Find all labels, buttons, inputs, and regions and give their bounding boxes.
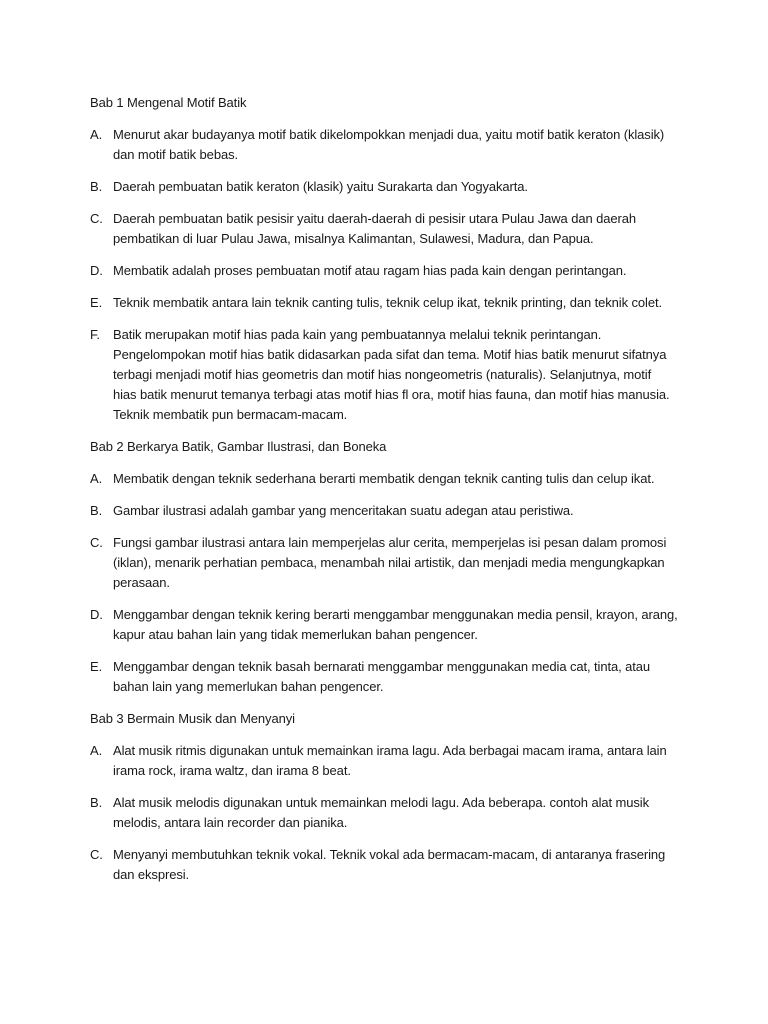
list-item: [90, 125, 690, 165]
chapter-1: [90, 93, 690, 425]
chapter-item-list: [90, 125, 690, 425]
item-letter: E.: [90, 295, 103, 310]
chapter-title: Bab 2 Berkarya Batik, Gambar Ilustrasi, dan Boneka: [90, 439, 387, 454]
item-letter: C.: [90, 847, 103, 862]
item-text: Gambar ilustrasi adalah gambar yang menceritakan suatu adegan atau peristiwa.: [113, 503, 574, 518]
item-text: Teknik membatik antara lain teknik canting tulis, teknik celup ikat, teknik printing, dan teknik colet.: [113, 295, 662, 310]
item-letter: E.: [90, 659, 103, 674]
item-text: Menurut akar budayanya motif batik dikelompokkan menjadi dua, yaitu motif batik keraton (klasik) dan motif batik bebas.: [113, 127, 665, 162]
list-item: [90, 793, 690, 833]
item-text: Membatik adalah proses pembuatan motif atau ragam hias pada kain dengan perintangan.: [113, 263, 627, 278]
chapter-2: [90, 437, 690, 697]
item-letter: B.: [90, 503, 103, 518]
list-item: [90, 209, 690, 249]
item-text: Alat musik ritmis digunakan untuk memainkan irama lagu. Ada berbagai macam irama, antara lain irama rock, irama waltz, dan irama 8 beat.: [113, 743, 667, 778]
chapter-3: [90, 709, 690, 885]
item-text: Menyanyi membutuhkan teknik vokal. Teknik vokal ada bermacam-macam, di antaranya frasering dan ekspresi.: [113, 847, 666, 882]
item-letter: D.: [90, 263, 103, 278]
chapter-title: Bab 3 Bermain Musik dan Menyanyi: [90, 711, 295, 726]
chapter-item-list: [90, 741, 690, 885]
item-letter: B.: [90, 179, 103, 194]
list-item: [90, 469, 690, 489]
item-letter: D.: [90, 607, 103, 622]
item-letter: B.: [90, 795, 103, 810]
item-text: Membatik dengan teknik sederhana berarti membatik dengan teknik canting tulis dan celup ikat.: [113, 471, 655, 486]
item-text: Menggambar dengan teknik kering berarti menggambar menggunakan media pensil, krayon, arang, kapur atau bahan lain yang tidak memerlukan bahan pengencer.: [113, 607, 678, 642]
list-item: [90, 293, 690, 313]
list-item: [90, 177, 690, 197]
item-text: Batik merupakan motif hias pada kain yang pembuatannya melalui teknik perintangan. Pengelompokan motif hias batik didasarkan pada sifat dan tema. Motif hias batik menurut sifatnya terbagi menjadi motif hias geometris dan motif hias nongeometris (naturalis). Selanjutnya, motif hias batik menurut temanya terbagi atas motif hias fl ora, motif hias fauna, dan motif hias manusia. Teknik membatik pun bermacam-macam.: [113, 327, 670, 422]
item-text: Menggambar dengan teknik basah bernarati menggambar menggunakan media cat, tinta, atau bahan lain yang memerlukan bahan pengencer.: [113, 659, 651, 694]
list-item: [90, 261, 690, 281]
list-item: [90, 845, 690, 885]
item-letter: A.: [90, 471, 103, 486]
item-text: Alat musik melodis digunakan untuk memainkan melodi lagu. Ada beberapa. contoh alat musik melodis, antara lain recorder dan pianika.: [113, 795, 649, 830]
list-item: [90, 657, 690, 697]
item-letter: A.: [90, 127, 103, 142]
list-item: [90, 741, 690, 781]
document-content: [90, 93, 690, 897]
item-letter: A.: [90, 743, 103, 758]
item-letter: F.: [90, 327, 100, 342]
item-letter: C.: [90, 211, 103, 226]
list-item: [90, 533, 690, 593]
item-text: Daerah pembuatan batik pesisir yaitu daerah-daerah di pesisir utara Pulau Jawa dan daerah pembatikan di luar Pulau Jawa, misalnya Kalimantan, Sulawesi, Madura, dan Papua.: [113, 211, 636, 246]
list-item: [90, 501, 690, 521]
list-item: [90, 325, 690, 425]
chapter-item-list: [90, 469, 690, 697]
list-item: [90, 605, 690, 645]
item-text: Daerah pembuatan batik keraton (klasik) yaitu Surakarta dan Yogyakarta.: [113, 179, 528, 194]
item-letter: C.: [90, 535, 103, 550]
item-text: Fungsi gambar ilustrasi antara lain memperjelas alur cerita, memperjelas isi pesan dalam promosi (iklan), menarik perhatian pembaca, menambah nilai artistik, dan menjadi media mengungkapkan perasaan.: [113, 535, 667, 590]
chapter-title: Bab 1 Mengenal Motif Batik: [90, 95, 247, 110]
